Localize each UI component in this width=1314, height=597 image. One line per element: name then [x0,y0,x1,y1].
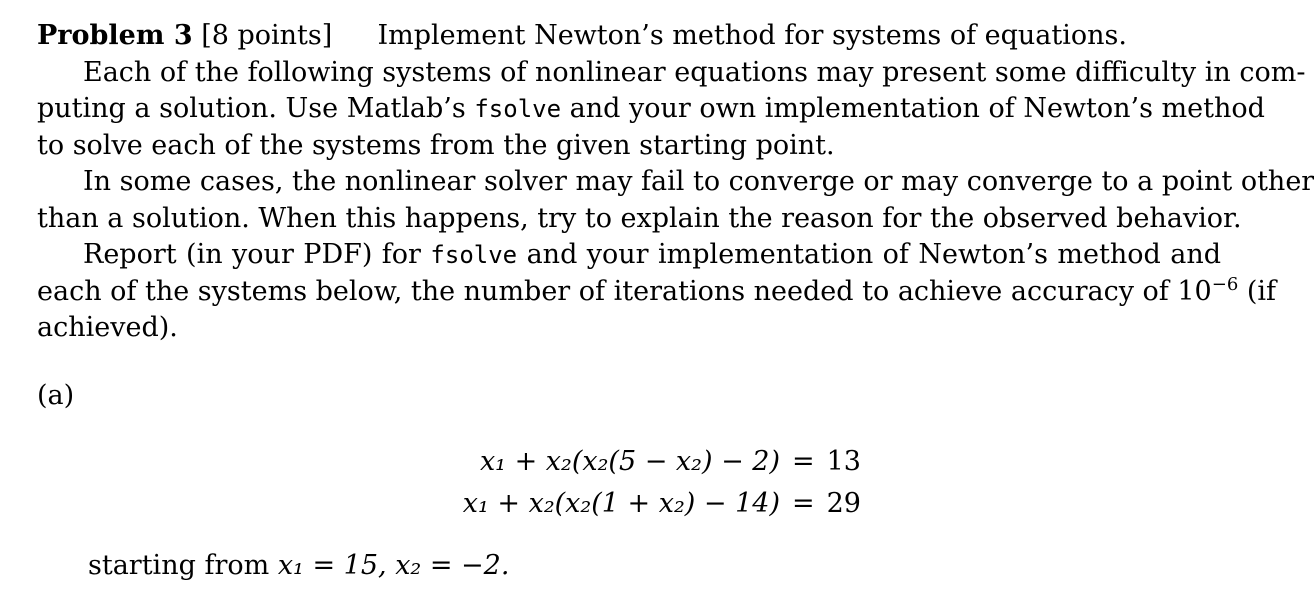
para2-line1: In some cases, the nonlinear solver may fail to converge or may converge to a point other [83,166,1314,197]
starting-text: starting from [88,550,270,581]
problem-heading-line [37,18,1221,55]
para1-line2-text-a: puting a solution. Use Matlab’s [37,93,466,124]
para3-line1-text-a: Report (in your PDF) for [83,239,421,270]
equation-1 [0,440,1246,482]
para3-line1 [37,237,1221,274]
para3-line1-text-b: and your implementation of Newton’s method and [526,239,1221,270]
equation-2 [0,482,1246,524]
problem-text [37,18,1314,347]
equation-1-rhs: 13 [826,445,861,477]
equation-system [0,440,1246,524]
start-x1: x₁ = 15, [277,550,387,581]
starting-point [88,550,509,581]
para3-line2-text-a: each of the systems below, the number of iterations needed to achieve accuracy of 10 [37,275,1212,307]
para1-line2-text-b: and your own implementation of Newton’s method [569,93,1265,124]
problem-title: Implement Newton’s method for systems of equations. [377,20,1127,51]
fsolve-code: fsolve [474,95,562,123]
equation-1-relation: = [792,445,815,477]
equation-1-lhs: x₁ + x₂(x₂(5 − x₂) − 2) [479,445,780,477]
para2-line2: than a solution. When this happens, try to explain the reason for the observed behavior. [37,202,1242,234]
para3-line2-text-b: (if [1246,275,1277,307]
para1-line2 [37,91,1265,128]
para1-line1: Each of the following systems of nonlinear equations may present some difficulty in com- [83,56,1306,88]
equation-2-relation: = [792,487,815,519]
equation-2-lhs: x₁ + x₂(x₂(1 + x₂) − 14) [462,487,780,519]
problem-heading: Problem 3 [37,20,193,51]
para3-line2 [37,273,1277,311]
fsolve-code: fsolve [430,241,518,269]
para3-line3: achieved). [37,312,178,343]
equation-2-rhs: 29 [826,487,861,519]
para1-line3: to solve each of the systems from the given starting point. [37,129,835,161]
part-a-label: (a) [37,380,75,411]
problem-points: [8 points] [201,20,333,51]
accuracy-exponent: −6 [1211,273,1239,295]
start-x2: x₂ = −2. [395,550,510,581]
